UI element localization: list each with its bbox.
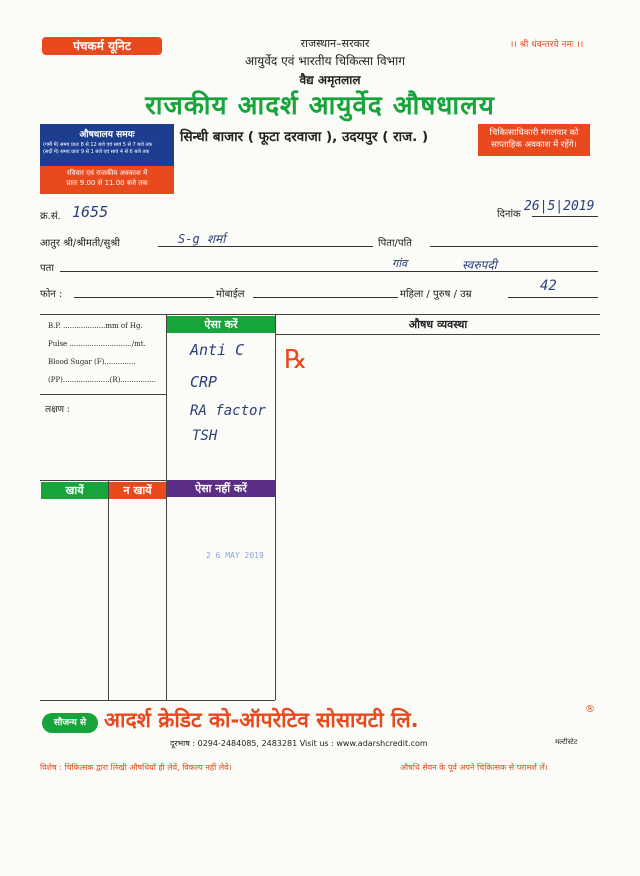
phone-label: फोन : bbox=[40, 289, 63, 300]
serial-label: क्र.सं. bbox=[40, 211, 61, 222]
address-field-line bbox=[60, 271, 598, 272]
age-line bbox=[508, 297, 598, 298]
handwriting-line1: Anti C bbox=[190, 341, 245, 359]
handwriting-line4: TSH bbox=[192, 428, 218, 444]
handwriting-line3: RA factor bbox=[190, 403, 266, 419]
date-label: दिनांक bbox=[497, 209, 521, 220]
grid-divider-3 bbox=[108, 480, 109, 700]
state-label: राजस्थान–सरकार bbox=[300, 37, 370, 50]
department-label: आयुर्वेद एवं भारतीय चिकित्सा विभाग bbox=[245, 54, 405, 68]
sponsor-name: आदर्श क्रेडिट को-ऑपरेटिव सोसायटी लि. bbox=[104, 708, 419, 732]
symptoms-label: लक्षण : bbox=[45, 405, 70, 415]
note-right: औषधि सेवन के पूर्व अपने चिकित्सक से परामर्श लें। bbox=[400, 763, 548, 772]
address-line: सिन्धी बाजार ( फूटा दरवाजा ), उदयपुर ( राज. ) bbox=[180, 129, 429, 145]
rx-icon: ℞ bbox=[284, 345, 308, 375]
grid-divider-1 bbox=[166, 314, 167, 700]
multistate-label: मल्टीस्टेट bbox=[555, 738, 578, 746]
date-value: 26|5|2019 bbox=[524, 199, 595, 214]
grid-bottom-line bbox=[40, 700, 275, 701]
contact-line: दूरभाष : 0294-2484085, 2483281 Visit us : www.adarshcredit.com bbox=[170, 739, 428, 748]
not-eat-header: न खायें bbox=[109, 482, 166, 499]
dispensary-title: राजकीय आदर्श आयुर्वेद औषधालय bbox=[145, 91, 495, 121]
phone-line bbox=[74, 297, 214, 298]
pp-field: (PP).....................(R)................ bbox=[48, 376, 156, 384]
timings-box bbox=[40, 124, 174, 194]
grid-top-line bbox=[40, 314, 600, 315]
gender-label: महिला / पुरुष / उम्र bbox=[400, 289, 472, 300]
holiday-line1: रविवार एवं राजकीय अवकाश में bbox=[66, 169, 148, 177]
date-stamp: 2 6 MAY 2019 bbox=[206, 551, 264, 560]
timings-summer: (गर्मी में) समय प्रातः 8 से 12 बजे एवं सायं 5 से 7 बजे तक bbox=[43, 142, 153, 148]
notice-box: चिकित्साधिकारी मंगलवार को साप्ताहिक अवकाश में रहेंगे। bbox=[478, 124, 590, 156]
timings-heading: औषधालय समयः bbox=[79, 130, 135, 140]
do-header: ऐसा करें bbox=[167, 316, 275, 333]
prescription-header: औषध व्यवस्था bbox=[408, 318, 468, 331]
invocation: ।। श्री धंवन्तरये नमः ।। bbox=[510, 40, 584, 50]
holiday-line2: प्रातः 9.00 से 11.00 बजे तक bbox=[66, 179, 148, 187]
address-value: स्वरुपदी bbox=[462, 258, 497, 272]
grid-divider-2 bbox=[275, 314, 276, 700]
dont-header: ऐसा नहीं करें bbox=[167, 480, 275, 497]
registered-mark: ® bbox=[585, 704, 595, 715]
sugar-field: Blood Sugar (F).............. bbox=[48, 358, 136, 366]
father-label: पिता/पति bbox=[378, 238, 412, 249]
address-label: पता bbox=[40, 263, 54, 274]
eat-header: खायें bbox=[41, 482, 108, 499]
father-line bbox=[430, 246, 598, 247]
prescription-header-line bbox=[275, 334, 600, 335]
pulse-field: Pulse ............................/mt. bbox=[48, 340, 146, 348]
patient-label: आतुर श्री/श्रीमती/सुश्री bbox=[40, 238, 120, 249]
vaidya-label: वैद्य अमृतलाल bbox=[299, 73, 361, 87]
courtesy-badge: सौजन्य से bbox=[42, 713, 98, 733]
age-value: 42 bbox=[540, 278, 557, 294]
note-left: विशेष : चिकित्सक द्वारा लिखी औषधियाँ ही लेवें, विकल्प नहीं लेवें। bbox=[40, 763, 232, 772]
bp-field: B.P. ...................mm of Hg. bbox=[48, 322, 143, 330]
address-prefix: गांव bbox=[392, 257, 408, 270]
mobile-line bbox=[253, 297, 398, 298]
serial-value: 1655 bbox=[72, 203, 109, 221]
mobile-label: मोबाईल bbox=[216, 289, 245, 300]
handwriting-line2: CRP bbox=[190, 373, 218, 391]
panchakarma-badge: पंचकर्म यूनिट bbox=[42, 37, 162, 55]
vitals-bottom-line bbox=[40, 394, 166, 395]
timings-winter: (सर्दी में) समय प्रातः 9 से 1 बजे एवं सायं 4 से 6 बजे तक bbox=[43, 149, 150, 155]
patient-value: S-g शर्मा bbox=[178, 232, 226, 246]
date-line bbox=[532, 216, 598, 217]
